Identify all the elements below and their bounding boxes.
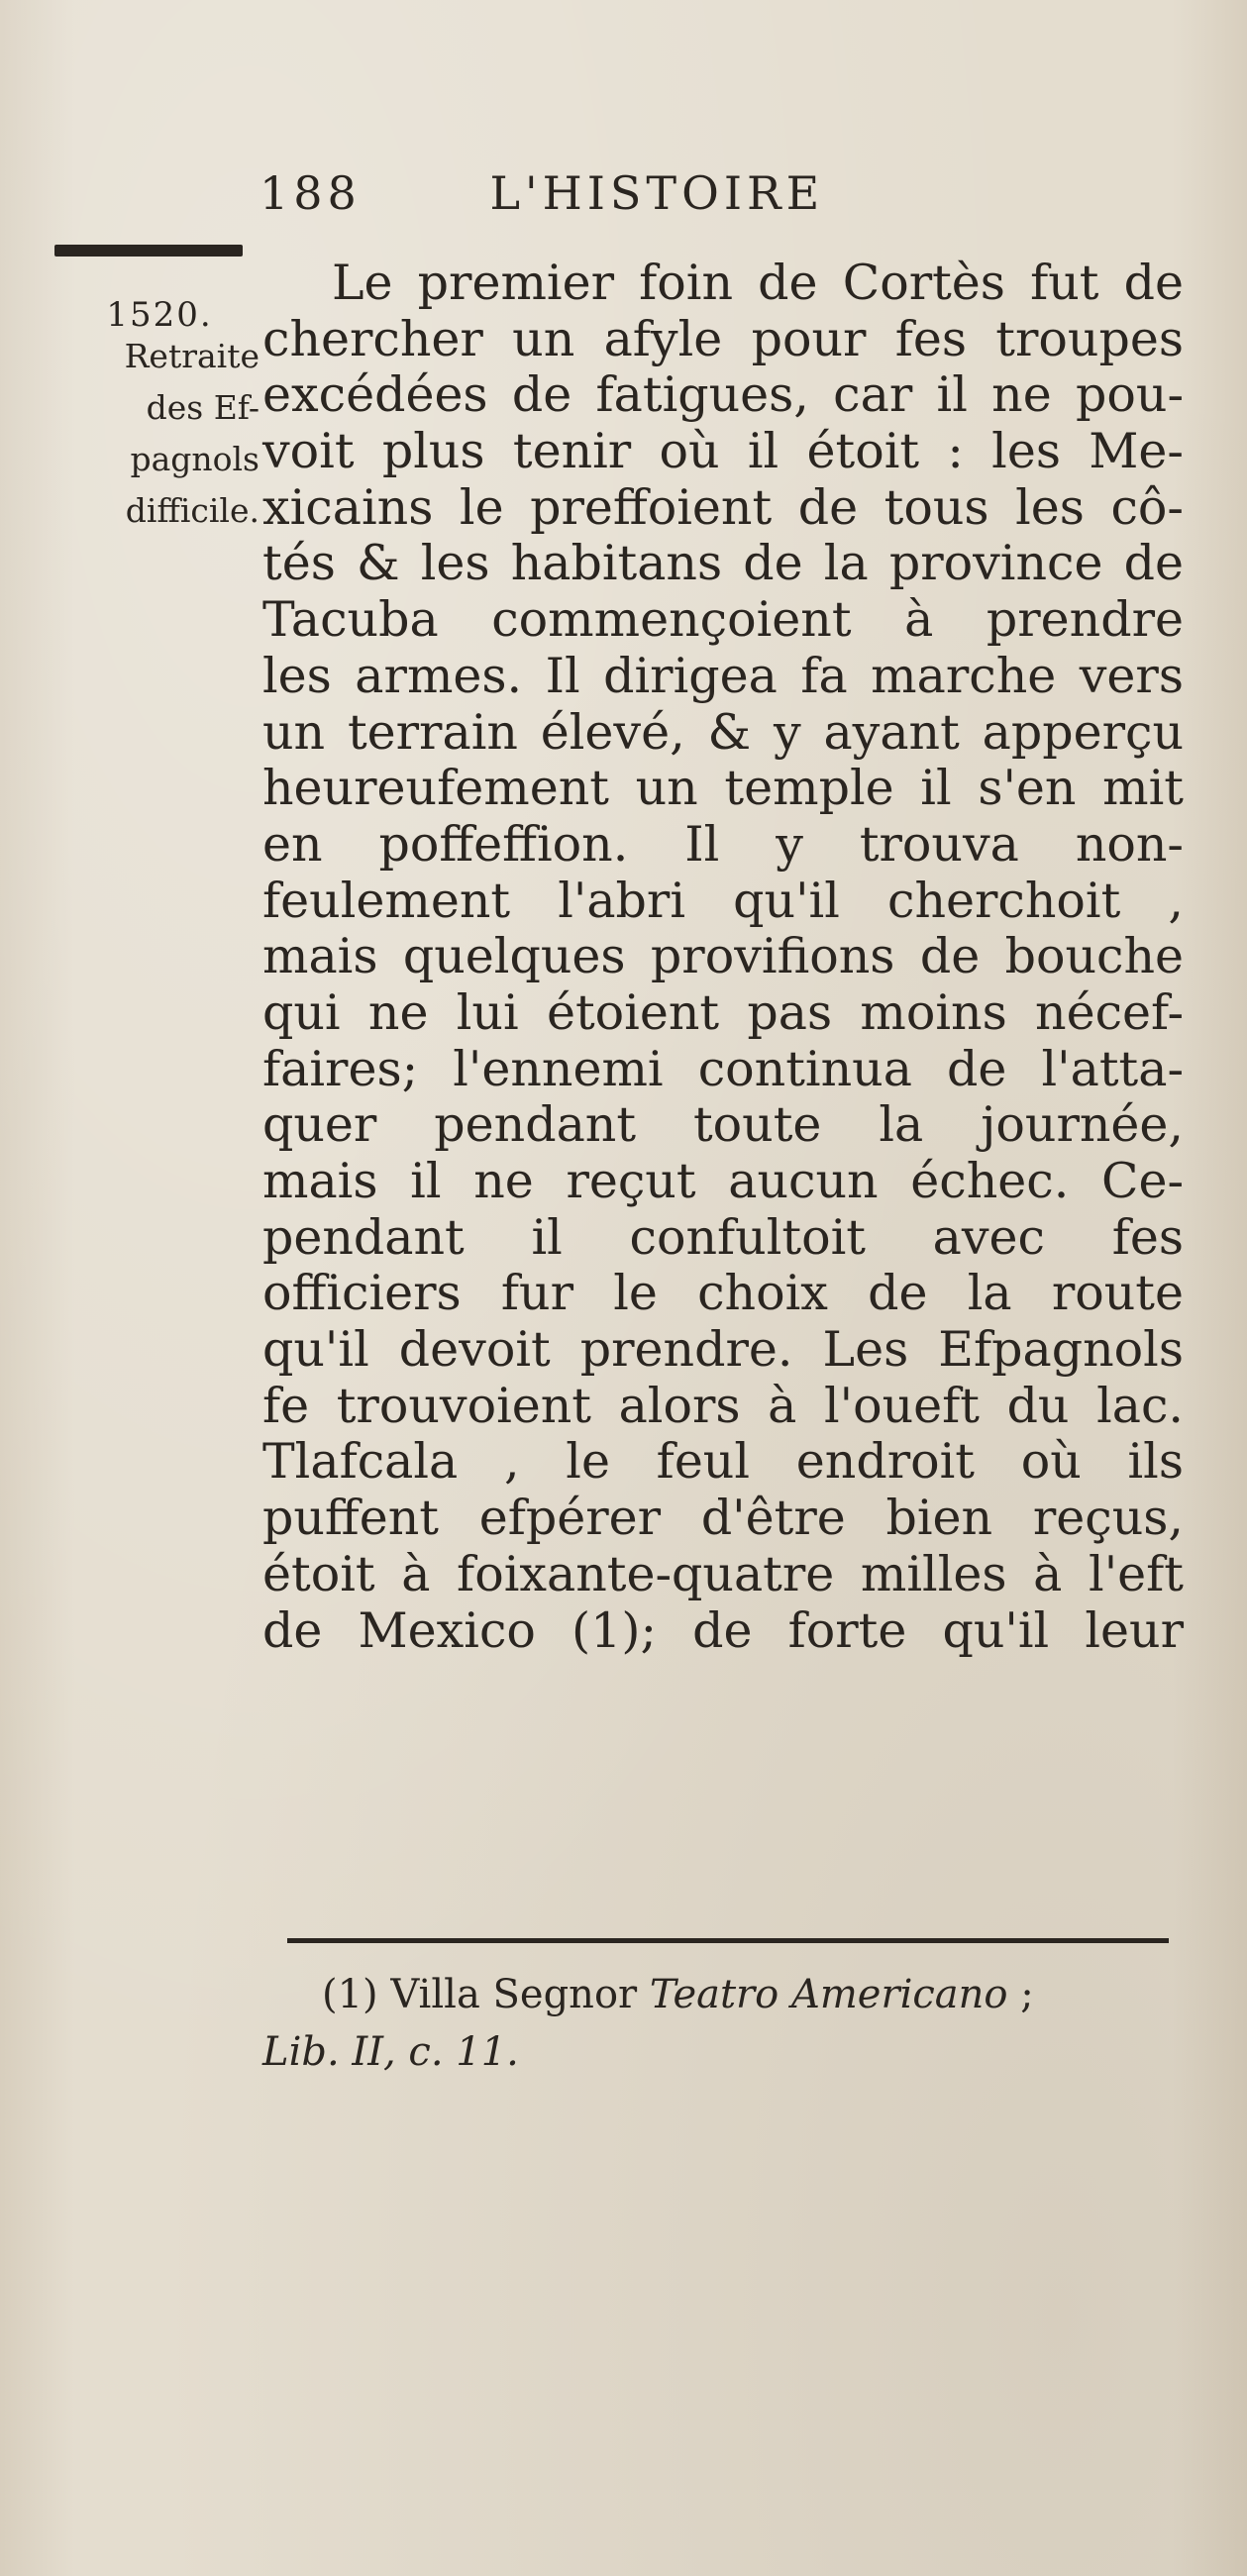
text-line: pendant il confultoit avec fes [262, 1208, 1184, 1266]
footnote-marker: (1) Villa Segnor [322, 1972, 638, 2017]
text-line: en poffeffion. Il y trouva non- [262, 815, 1184, 873]
margin-note-line: des Ef- [146, 388, 260, 427]
text-line: puffent efpérer d'être bien reçus, [262, 1490, 1184, 1547]
text-line: mais quelques provifions de bouche [262, 928, 1184, 985]
text-line: tés & les habitans de la province de [262, 535, 1184, 592]
text-line: qui ne lui étoient pas moins nécef- [262, 983, 1184, 1041]
footnote-rule [287, 1938, 1169, 1943]
text-line: feulement l'abri qu'il cherchoit , [262, 872, 1184, 929]
head-ornament-rule [54, 245, 243, 257]
text-line: xicains le preffoient de tous les cô- [262, 478, 1184, 536]
text-line: les armes. Il dirigea fa marche vers [262, 647, 1184, 704]
text-line: mais il ne reçut aucun échec. Ce- [262, 1153, 1184, 1209]
running-head [260, 158, 933, 228]
text-line: Le premier foin de Cortès fut de [332, 255, 1184, 311]
footnote-reference: Lib. II, c. 11. [262, 2029, 519, 2075]
margin-note-line: pagnols [130, 440, 260, 478]
text-line: fe trouvoient alors à l'oueft du lac. [262, 1377, 1184, 1434]
text-line: étoit à foixante-quatre milles à l'eft [262, 1545, 1184, 1602]
footnote [262, 1966, 1184, 2081]
text-line: de Mexico (1); de forte qu'il leur [262, 1601, 1184, 1659]
margin-note-line: difficile. [125, 491, 260, 530]
margin-note [40, 289, 260, 537]
text-line: heureufement un temple il s'en mit [262, 760, 1184, 817]
margin-year: 1520. [106, 295, 213, 335]
text-line: quer pendant toute la journée, [262, 1096, 1184, 1154]
running-title: L'HISTOIRE [489, 166, 825, 220]
body-text [262, 256, 1184, 1659]
footnote-line [262, 1966, 1184, 2023]
text-line: Tacuba commençoient à prendre [262, 591, 1184, 649]
text-line: qu'il devoit prendre. Les Efpagnols [262, 1321, 1184, 1379]
page-number: 188 [260, 166, 362, 220]
footnote-separator: ; [1020, 1972, 1034, 2017]
margin-note-line: Retraite [124, 337, 260, 375]
text-line: officiers fur le choix de la route [262, 1265, 1184, 1322]
footnote-work-title: Teatro Americano [649, 1972, 1008, 2017]
text-line: Tlafcala , le feul endroit où ils [262, 1433, 1184, 1491]
text-line: voit plus tenir où il étoit : les Me- [262, 423, 1184, 480]
text-line: chercher un afyle pour fes troupes [262, 310, 1184, 367]
text-line: faires; l'ennemi continua de l'atta- [262, 1040, 1184, 1097]
text-line: un terrain élevé, & y ayant apperçu [262, 703, 1184, 761]
text-line: excédées de fatigues, car il ne pou- [262, 366, 1184, 424]
